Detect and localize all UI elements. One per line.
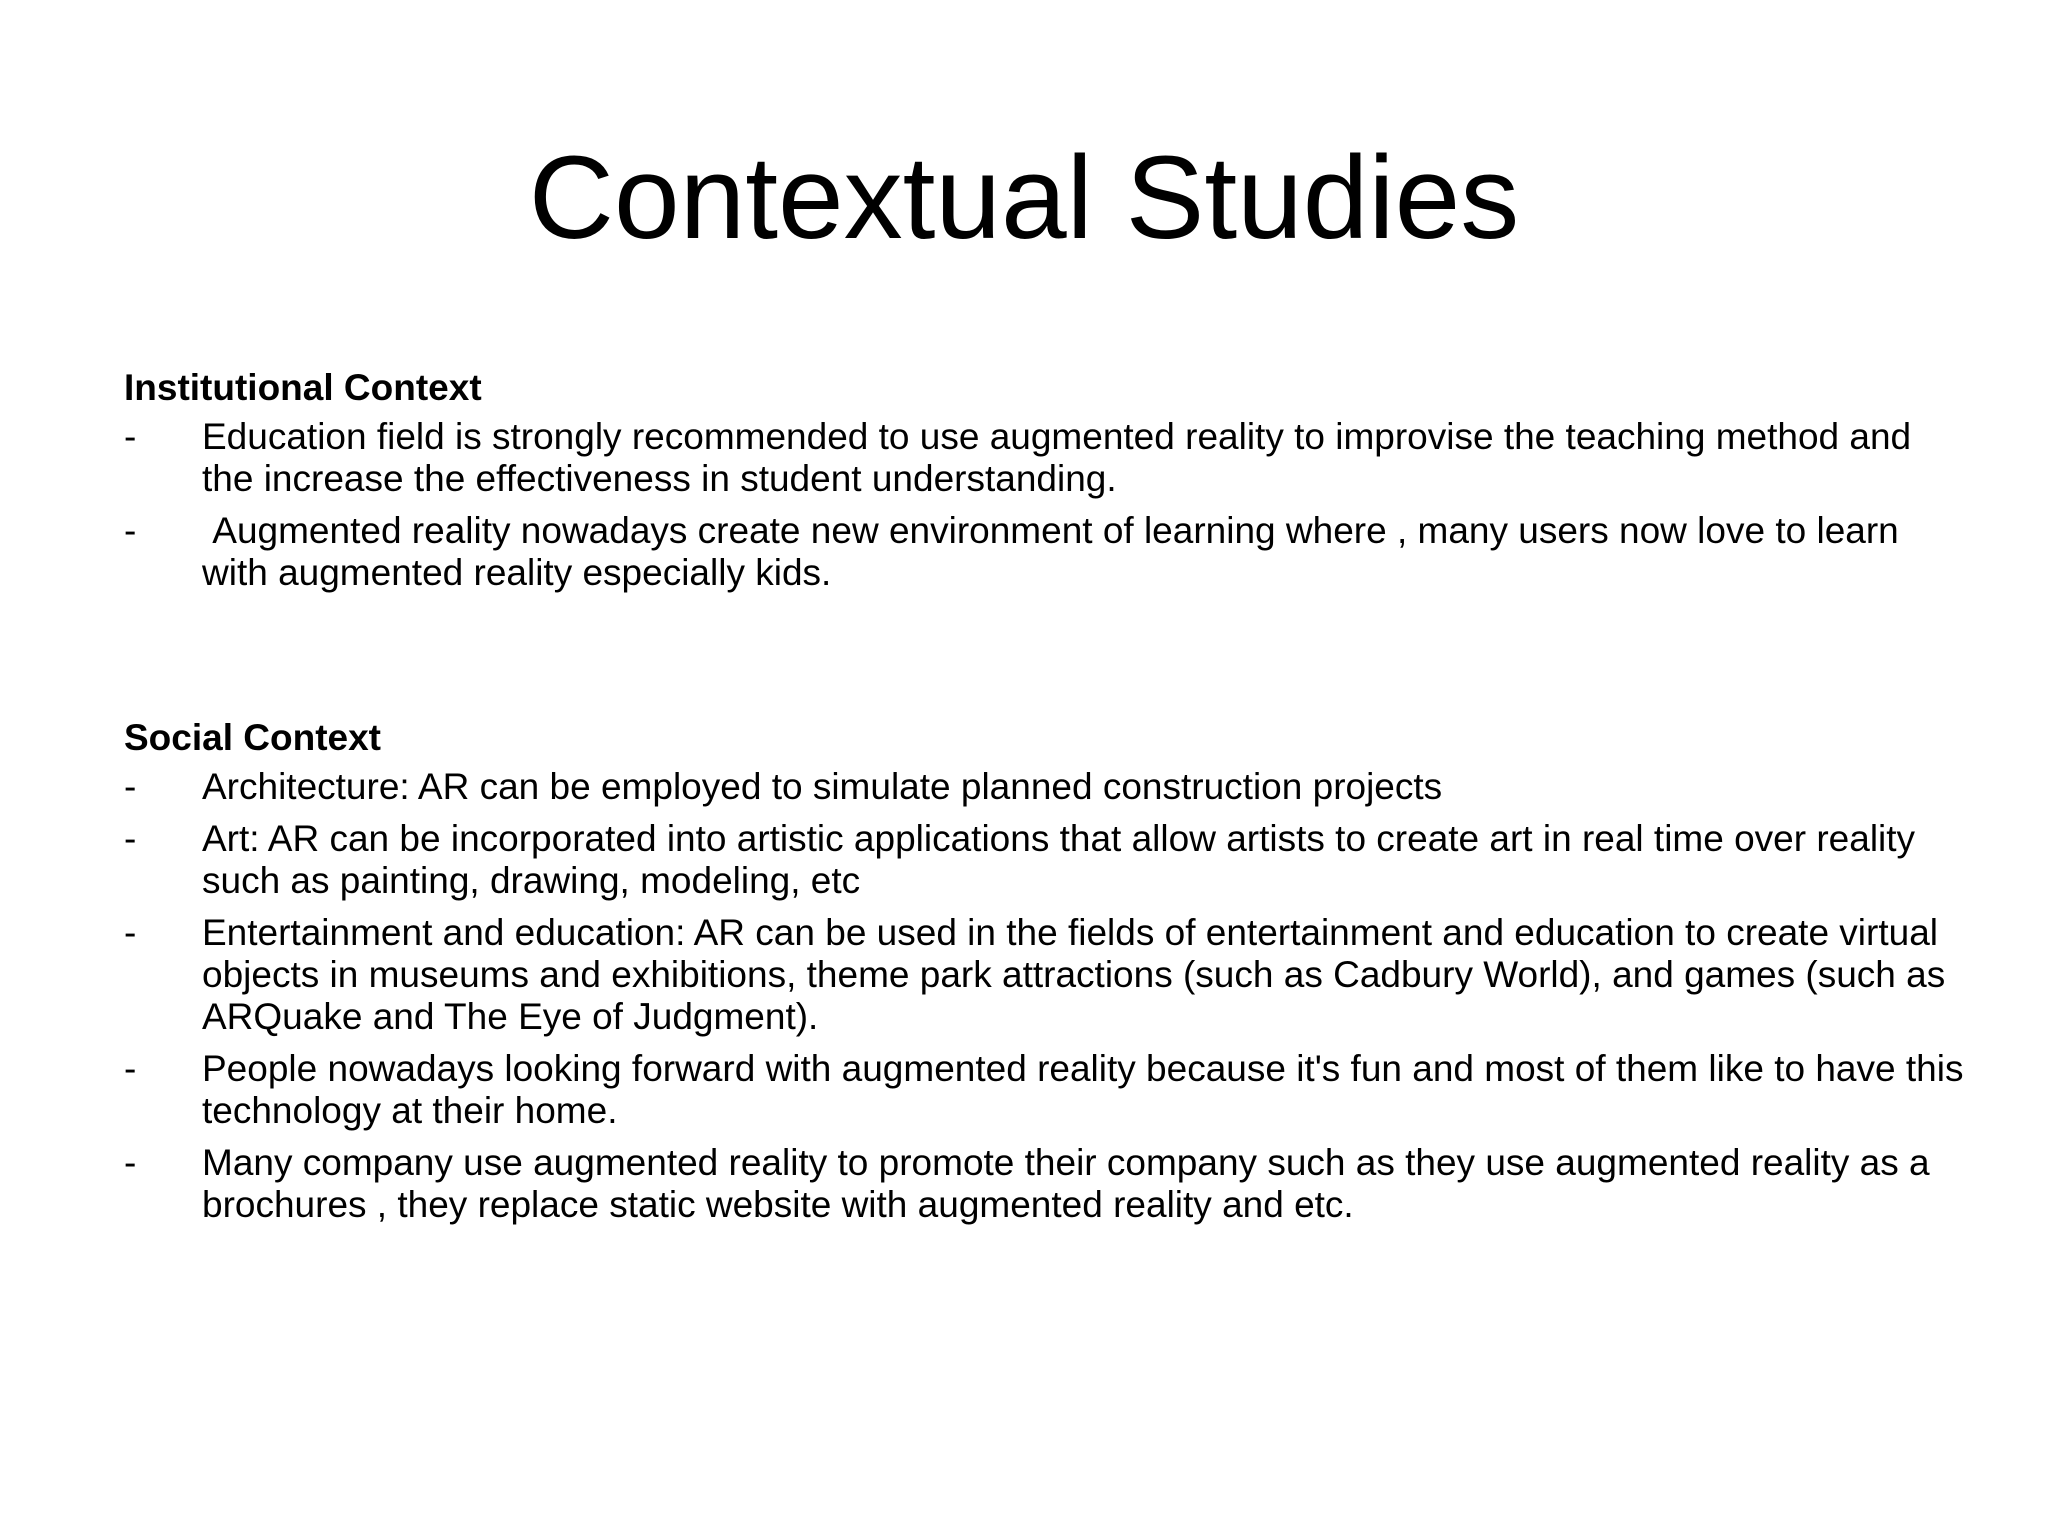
bullet-dash: - <box>124 912 137 953</box>
section-social-context <box>124 716 1964 1226</box>
bullet-text: Architecture: AR can be employed to simulate planned construction projects <box>202 766 1443 807</box>
bullet-dash: - <box>124 818 137 859</box>
bullet-dash: - <box>124 510 137 551</box>
bullet-dash: - <box>124 416 137 457</box>
bullet-dash: - <box>124 1048 137 1089</box>
list-item <box>124 766 1964 808</box>
bullet-dash: - <box>124 1142 137 1183</box>
section-institutional-context <box>124 366 1964 594</box>
slide-title: Contextual Studies <box>528 132 1520 264</box>
list-item <box>124 818 1964 902</box>
bullet-text: Entertainment and education: AR can be used in the fields of entertainment and education to create virtual objects in museums and exhibitions, theme park attractions (such as Cadbury World), and games (such as ARQuake and The Eye of Judgment). <box>202 912 1946 1037</box>
list-item <box>124 912 1964 1038</box>
list-item <box>124 416 1964 500</box>
list-item <box>124 1142 1964 1226</box>
list-item <box>124 510 1964 594</box>
bullet-text: Many company use augmented reality to promote their company such as they use augmented reality as a brochures , they replace static website with augmented reality and etc. <box>202 1142 1930 1225</box>
list-item <box>124 1048 1964 1132</box>
bullet-list <box>124 766 1964 1226</box>
bullet-text: Art: AR can be incorporated into artistic applications that allow artists to create art in real time over reality such as painting, drawing, modeling, etc <box>202 818 1916 901</box>
bullet-text: People nowadays looking forward with augmented reality because it's fun and most of them like to have this technology at their home. <box>202 1048 1964 1131</box>
bullet-text: Education field is strongly recommended to use augmented reality to improvise the teaching method and the increase the effectiveness in student understanding. <box>202 416 1922 499</box>
bullet-list <box>124 416 1964 594</box>
section-heading: Institutional Context <box>124 367 482 408</box>
section-heading: Social Context <box>124 717 381 758</box>
slide-content <box>124 366 1964 1236</box>
bullet-dash: - <box>124 766 137 807</box>
bullet-text: Augmented reality nowadays create new environment of learning where , many users now love to learn with augmented reality especially kids. <box>202 510 1910 593</box>
section-spacer <box>124 604 1964 716</box>
